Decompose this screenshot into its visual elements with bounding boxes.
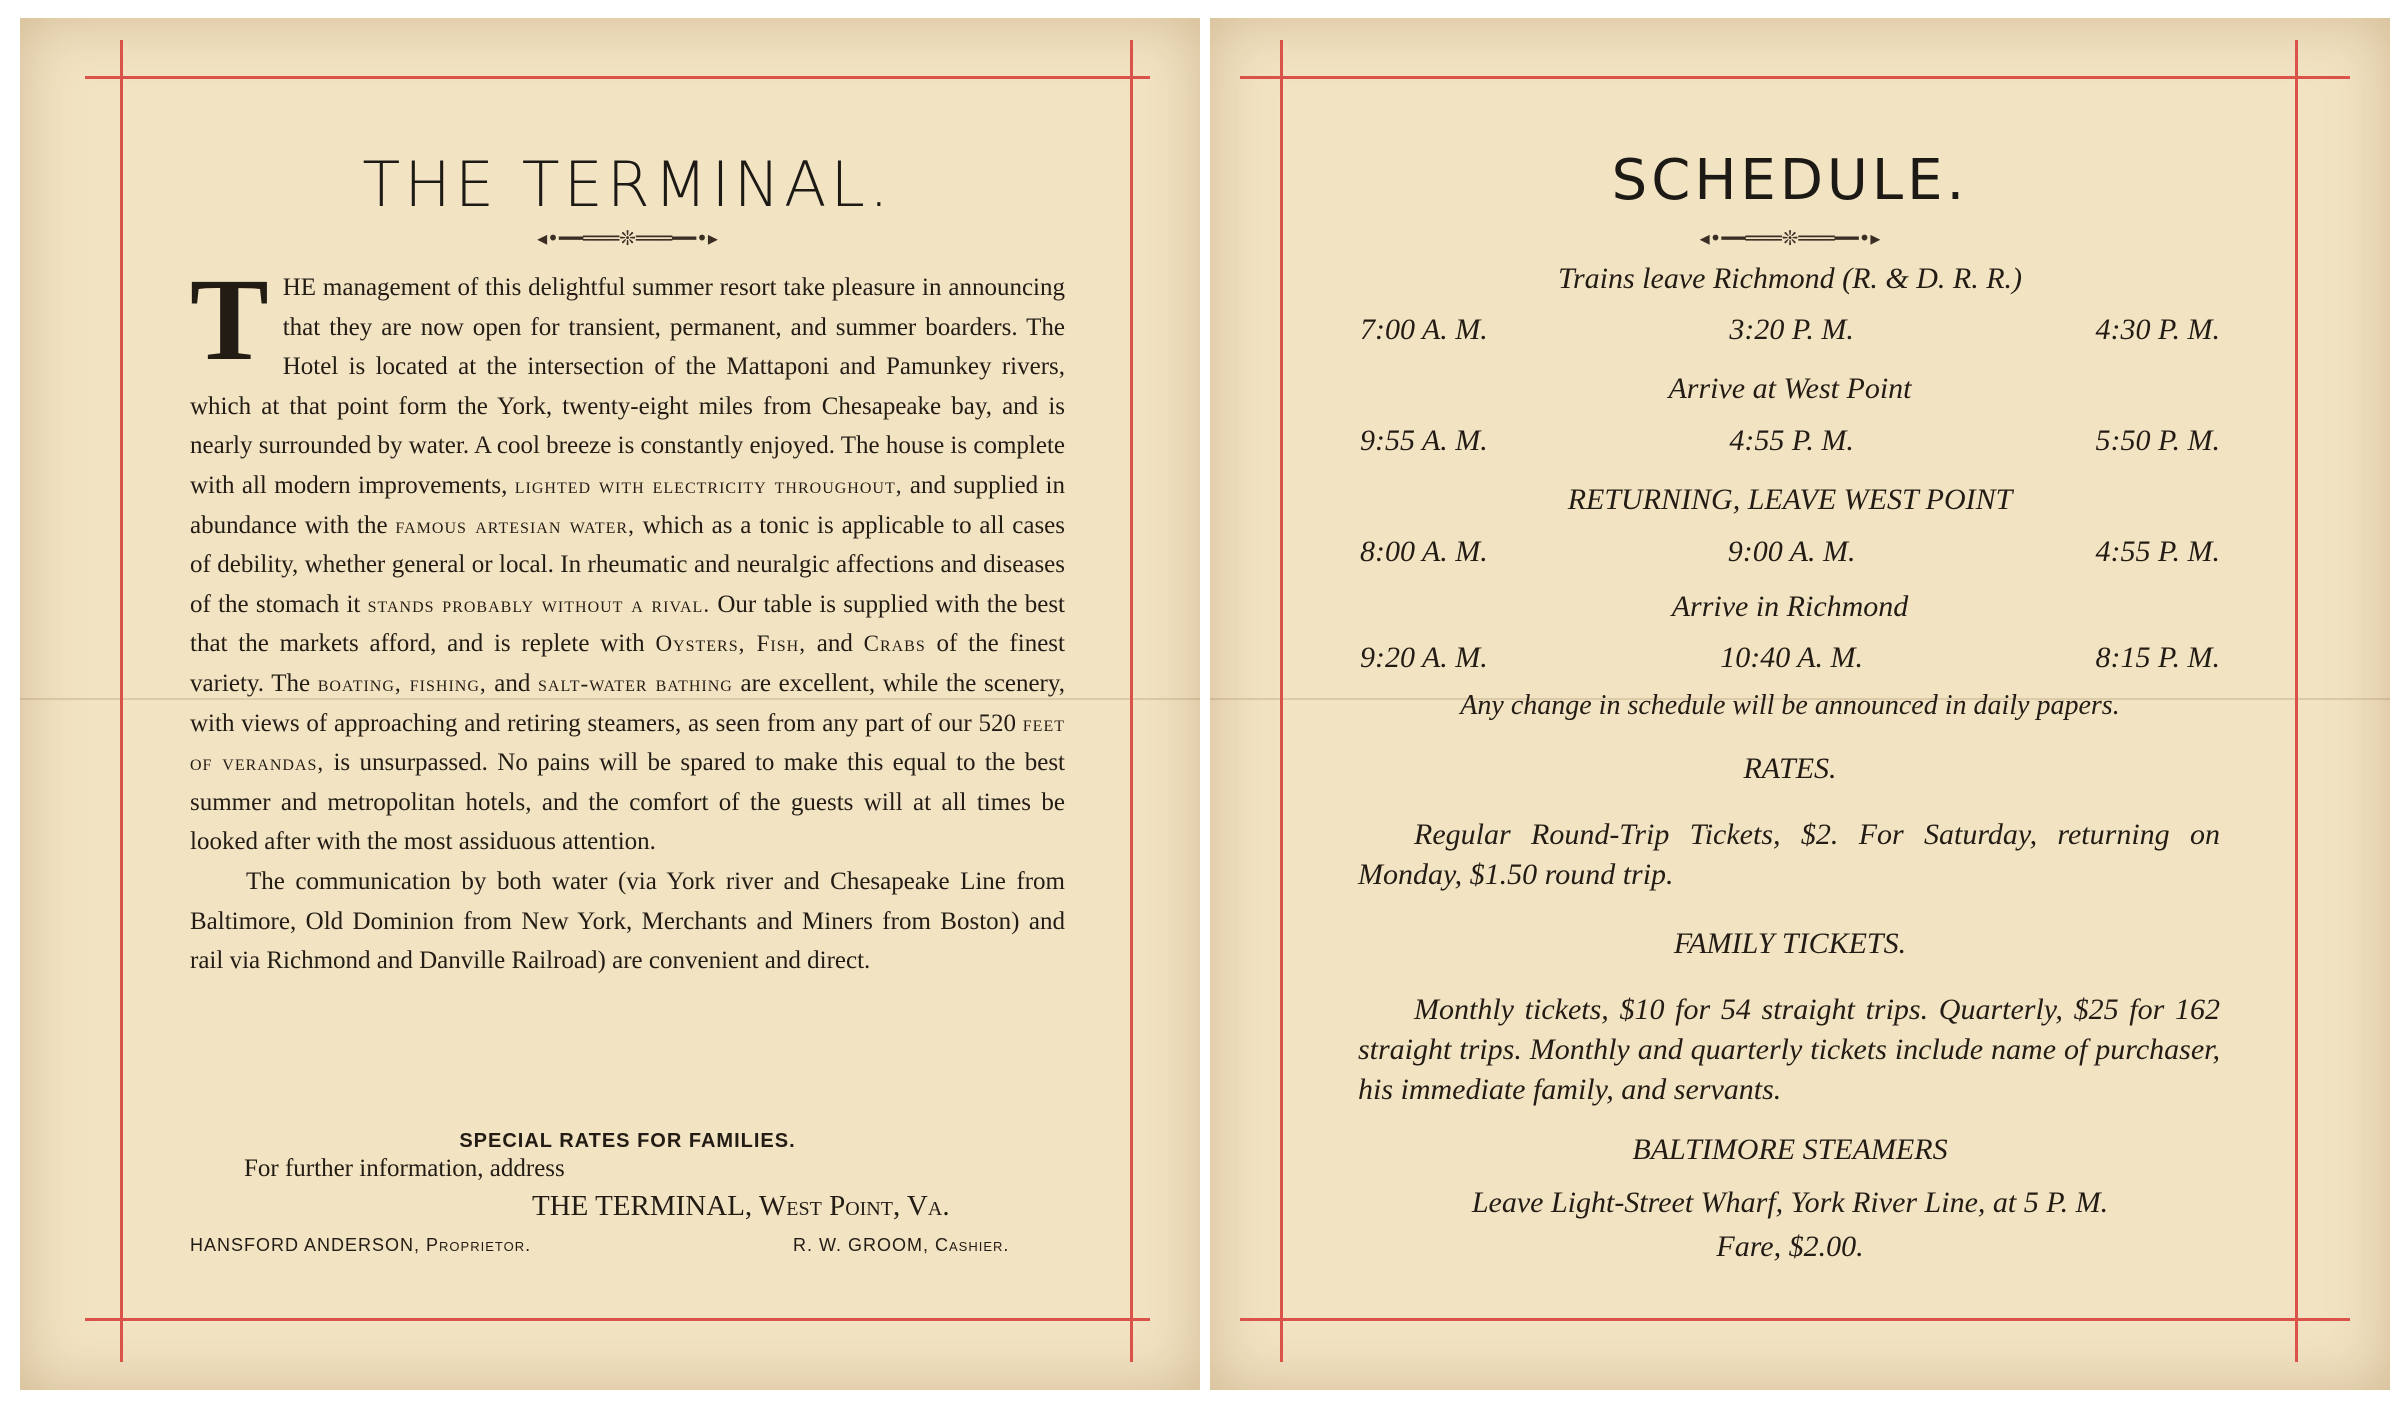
schedule-title: SCHEDULE. [1611, 148, 1969, 213]
time-cell: 3:20 P. M. [1729, 313, 1854, 346]
time-cell: 4:55 P. M. [2095, 535, 2220, 568]
border-rule-top [1240, 76, 2350, 79]
time-cell: 8:00 A. M. [1360, 535, 1488, 568]
family-tickets-heading: FAMILY TICKETS. [1673, 927, 1907, 960]
time-cell: 4:30 P. M. [2095, 313, 2220, 346]
communication-paragraph: The communication by both water (via York river and Chesapeake Line from Baltimore, Old Dominion from New York, Merchants and Miners from Boston) and rail via Richmond and Danville Railroad) are convenient and direct. [190, 867, 1065, 975]
trains-leave-heading: Trains leave Richmond (R. & D. R. R.) [1557, 262, 2023, 295]
steamers-fare: Fare, $2.00. [1716, 1230, 1864, 1263]
cashier-name: R. W. GROOM, Cashier. [793, 1235, 1010, 1255]
further-info-line: For further information, address [244, 1155, 565, 1182]
steamers-departure: Leave Light-Street Wharf, York River Line, at 5 P. M. [1471, 1186, 2109, 1219]
drop-cap: T [190, 254, 269, 385]
leave-times-row [1360, 313, 2220, 347]
special-rates-notice: SPECIAL RATES FOR FAMILIES. [459, 1130, 796, 1152]
border-rule-right [1130, 40, 1133, 1362]
page-title: THE TERMINAL. [362, 148, 893, 221]
time-cell: 5:50 P. M. [2095, 424, 2220, 457]
time-cell: 9:00 A. M. [1727, 535, 1856, 568]
family-tickets-text: Monthly tickets, $10 for 54 straight trips. Quarterly, $25 for 162 straight trips. Monthly and quarterly tickets include name of purchaser, his immediate family, and servants. [1358, 993, 2220, 1106]
arrive-richmond-heading: Arrive in Richmond [1671, 590, 1909, 623]
border-rule-right [2295, 40, 2298, 1362]
time-cell: 4:55 P. M. [1729, 424, 1854, 457]
ornament-divider: ◂•━━═══❊═══━━•▸ [1699, 226, 1881, 250]
border-rule-top [85, 76, 1150, 79]
schedule-change-notice: Any change in schedule will be announced in daily papers. [1460, 690, 2120, 721]
time-cell: 9:55 A. M. [1360, 424, 1488, 457]
rates-text: Regular Round-Trip Tickets, $2. For Saturday, returning on Monday, $1.50 round trip. [1358, 818, 2220, 891]
border-rule-left [120, 40, 123, 1362]
returning-heading: RETURNING, LEAVE WEST POINT [1567, 483, 2013, 516]
steamers-heading: BALTIMORE STEAMERS [1632, 1133, 1948, 1166]
border-rule-left [1280, 40, 1283, 1362]
return-times-row [1360, 535, 2220, 569]
richmond-times-row [1360, 641, 2220, 675]
proprietor-name: HANSFORD ANDERSON, Proprietor. [190, 1235, 532, 1255]
arrive-times-row [1360, 424, 2220, 458]
border-rule-bottom [85, 1318, 1150, 1321]
time-cell: 7:00 A. M. [1360, 313, 1488, 346]
ornament-divider: ◂•━━═══❊═══━━•▸ [537, 226, 718, 250]
hotel-address: THE TERMINAL, West Point, Va. [532, 1190, 950, 1222]
intro-text: THE management of this delightful summer resort take pleasure in announcing that they are now open for transient, permanent, and summer boarders. The Hotel is located at the intersection of the Mattaponi and Pamunkey rivers, which at that point form the York, twenty-eight miles from Chesapeake bay, and is nearly surrounded by water. A cool breeze is constantly enjoyed. The house is complete with all modern improvements, lighted with electricity throughout, and supplied in abundance with the famous artesian water, which as a tonic is applicable to all cases of debility, whether general or local. In rheumatic and neuralgic affections and diseases of the stomach it stands probably without a rival. Our table is supplied with the best that the markets afford, and is replete with Oysters, Fish, and Crabs of the finest variety. The boating, fishing, and salt-water bathing are excellent, while the scenery, with views of approaching and retiring steamers, as seen from any part of our 520 feet of verandas, is unsurpassed. No pains will be spared to make this equal to the best summer and metropolitan hotels, and the comfort of the guests will at all times be looked after with the most assiduous attention. The communication by both water (via York river and Chesapeake Line from Baltimore, Old Dominion from New York, Merchants and Miners from Boston) and rail via Richmond and Danville Railroad) are convenient and direct. [190, 268, 1065, 981]
time-cell: 9:20 A. M. [1360, 641, 1488, 674]
time-cell: 8:15 P. M. [2095, 641, 2220, 674]
arrive-west-point-heading: Arrive at West Point [1668, 372, 1912, 405]
border-rule-bottom [1240, 1318, 2350, 1321]
time-cell: 10:40 A. M. [1720, 641, 1864, 674]
rates-heading: RATES. [1743, 752, 1837, 785]
